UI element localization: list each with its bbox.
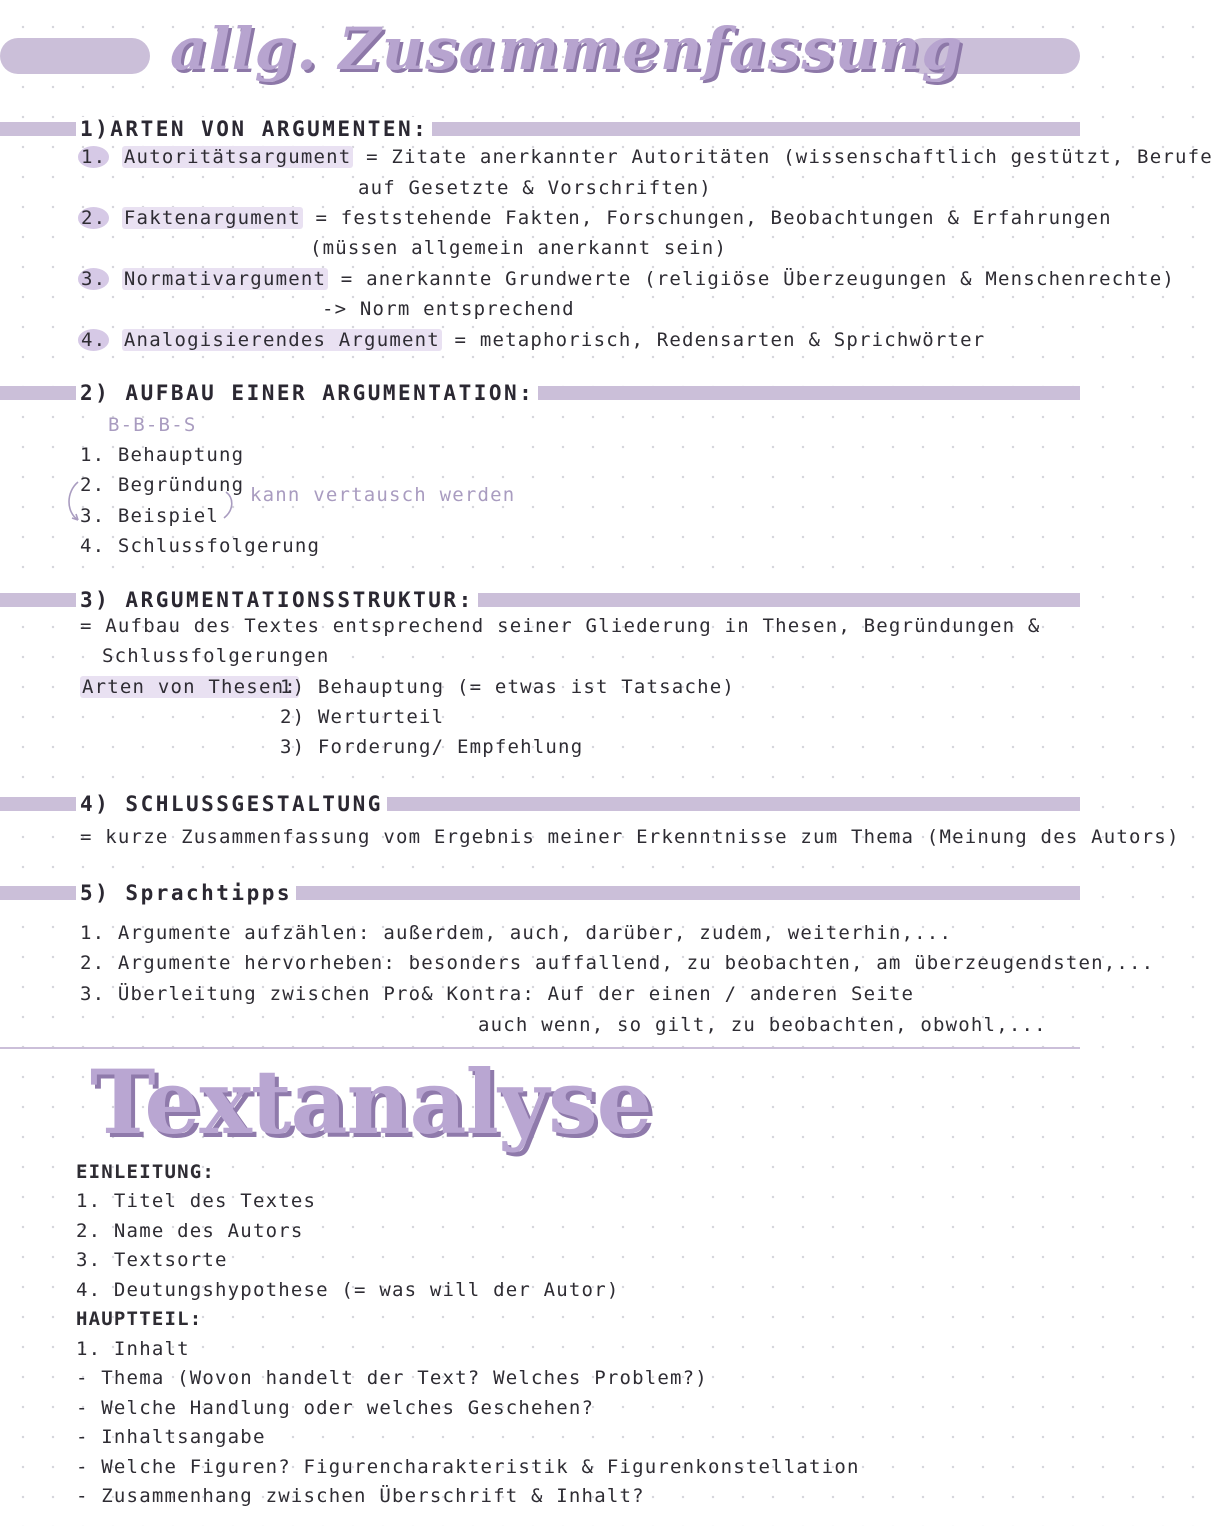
main-item: - Welche Figuren? Figurencharakteristik & Figurenkonstellation [76,1456,860,1478]
intro-item: 3. Textsorte [76,1249,228,1271]
tip-item: 1. Argumente aufzählen: außerdem, auch, darüber, zudem, weiterhin,... [80,922,953,944]
thesis-item: 1) Behauptung (= etwas ist Tatsache) [280,676,736,698]
page-title: allg. Zusammenfassung [170,15,963,83]
arg-item-3: 3. Normativargument = anerkannte Grundwerte (religiöse Überzeugungen & Menschenrechte) [78,268,1175,290]
intro-item: 1. Titel des Textes [76,1190,317,1212]
section3-definition-cont: Schlussfolgerungen [102,645,330,667]
tip-item: 3. Überleitung zwischen Pro& Kontra: Auf der einen / anderen Seite [80,983,915,1005]
swap-arrows-icon [64,478,244,528]
bbbs-abbreviation: B-B-B-S [108,414,197,436]
section3-definition: = Aufbau des Textes entsprechend seiner Gliederung in Thesen, Begründungen & [80,615,1041,637]
intro-heading: EINLEITUNG: [76,1161,216,1183]
textanalyse-title: Textanalyse [90,1050,652,1154]
structure-item: 2. Begründung [80,474,245,496]
arg-item-1: 1. Autoritätsargument = Zitate anerkannter Autoritäten (wissenschaftlich gestützt, Berufe [78,146,1213,168]
intro-item: 4. Deutungshypothese (= was will der Autor) [76,1279,620,1301]
thesis-item: 2) Werturteil [280,706,445,728]
section3-heading: 3) ARGUMENTATIONSSTRUKTUR: [76,588,478,612]
intro-item: 2. Name des Autors [76,1220,304,1242]
main-item: - Inhaltsangabe [76,1426,266,1448]
theses-label: Arten von Thesen: [82,676,297,698]
main-item: - Zusammenhang zwischen Überschrift & Inhalt? [76,1485,645,1507]
section4-definition: = kurze Zusammenfassung vom Ergebnis meiner Erkenntnisse zum Thema (Meinung des Autors) [80,826,1180,848]
section2-heading: 2) AUFBAU EINER ARGUMENTATION: [76,381,538,405]
main-heading: HAUPTTEIL: [76,1308,203,1330]
section4-heading: 4) SCHLUSSGESTALTUNG [76,792,387,816]
main-subheading: 1. Inhalt [76,1338,190,1360]
arg-item-3-cont: -> Norm entsprechend [322,298,575,320]
arg-term: Normativargument [123,268,327,290]
thesis-item: 3) Forderung/ Empfehlung [280,736,584,758]
structure-item: 1. Behauptung [80,444,245,466]
arg-item-2-cont: (müssen allgemein anerkannt sein) [310,237,728,259]
tip-item-cont: auch wenn, so gilt, zu beobachten, obwohl,... [478,1014,1047,1036]
main-item: - Welche Handlung oder welches Geschehen? [76,1397,595,1419]
structure-item: 4. Schlussfolgerung [80,535,321,557]
arg-term: Faktenargument [123,207,301,229]
title-band-left [0,38,150,74]
swap-note: kann vertausch werden [250,484,516,506]
arg-term: Analogisierendes Argument [123,329,440,351]
section5-heading: 5) Sprachtipps [76,881,296,905]
arg-item-1-cont: auf Gesetzte & Vorschriften) [358,177,712,199]
main-item: - Thema (Wovon handelt der Text? Welches Problem?) [76,1367,708,1389]
tip-item: 2. Argumente hervorheben: besonders auffallend, zu beobachten, am überzeugendsten,... [80,952,1155,974]
arg-term: Autoritätsargument [123,146,352,168]
structure-item: 3. Beispiel [80,505,220,527]
arg-item-2: 2. Faktenargument = feststehende Fakten, Forschungen, Beobachtungen & Erfahrungen [78,207,1112,229]
arg-item-4: 4. Analogisierendes Argument = metaphorisch, Redensarten & Sprichwörter [78,329,985,351]
section1-heading: 1)ARTEN VON ARGUMENTEN: [76,117,432,141]
divider [0,1047,1080,1049]
